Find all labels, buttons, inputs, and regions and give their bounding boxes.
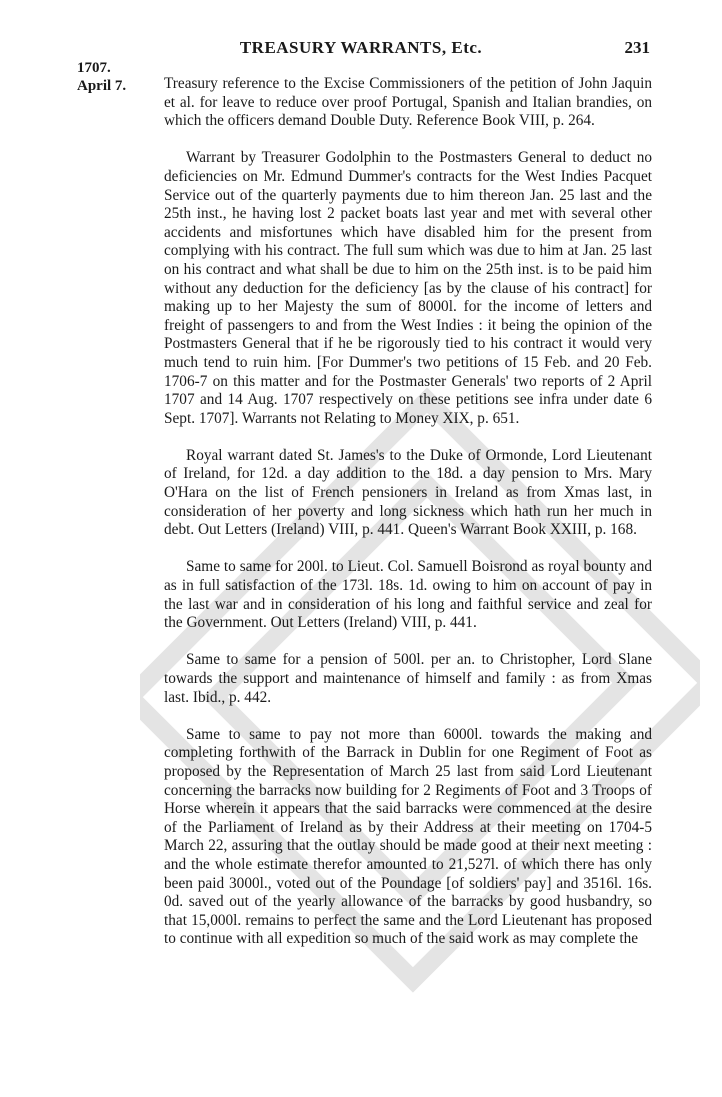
page-number: 231 bbox=[624, 38, 650, 57]
main-text bbox=[164, 75, 652, 968]
entry-ohara-pension: Royal warrant dated St. James's to the Duke of Ormonde, Lord Lieutenant of Ireland, for 12d. a day addition to the 18d. a day pension to Mrs. Mary O'Hara on the list of French pensioners in Ireland as from Xmas last, in consideration of her poverty and long sickness which hath run her much in debt. Out Letters (Ireland) VIII, p. 441. Queen's Warrant Book XXIII, p. 168. bbox=[164, 446, 652, 539]
entry-slane-pension: Same to same for a pension of 500l. per an. to Christopher, Lord Slane towards the support and maintenance of himself and family : as from Xmas last. Ibid., p. 442. bbox=[164, 651, 652, 706]
entry-boisrond-bounty: Same to same for 200l. to Lieut. Col. Samuell Boisrond as royal bounty and as in full satisfaction of the 173l. 18s. 1d. owing to him on account of pay in the last war and in consideration of his long and faithful service and zeal for the Government. Out Letters (Ireland) VIII, p. 441. bbox=[164, 558, 652, 632]
running-header bbox=[0, 30, 722, 60]
running-title: TREASURY WARRANTS, Etc. bbox=[239, 38, 483, 57]
margin-day: April 7. bbox=[77, 78, 127, 94]
entry-dummer-warrant: Warrant by Treasurer Godolphin to the Postmasters General to deduct no deficiencies on Mr. Edmund Dummer's contracts for the West Indies Pacquet Service out of the quarterly payments due to him thereon Jan. 25 last and the 25th inst., he having lost 2 packet boats last year and met with several other accidents and misfortunes which have disabled him for the present from complying with his contract. The full sum which was due to him at Jan. 25 last on his contract and what shall be due to him on the 25th inst. is to be paid him without any deduction for the deficiency [as by the clause of his contract] for making up to her Majesty the sum of 8000l. for the income of letters and freight of passengers to and from the West Indies : it being the opinion of the Postmasters General that if he be rigorously tied to his contract it would very much tend to ruin him. [For Dummer's two petitions of 15 Feb. and 20 Feb. 1706-7 on this matter and for the Postmaster Generals' two reports of 2 April 1707 and 14 Aug. 1707 respectively on these petitions see infra under date 6 Sept. 1707]. Warrants not Relating to Money XIX, p. 651. bbox=[164, 149, 652, 427]
entry-dublin-barrack: Same to same to pay not more than 6000l. towards the making and completing forthwith of the Barrack in Dublin for one Regiment of Foot as proposed by the Representation of March 25 last from said Lord Lieutenant concerning the barracks now building for 2 Regiments of Foot and 3 Troops of Horse wherein it appears that the said barracks were commenced at the desire of the Parliament of Ireland as by their Address at their meeting on 1704-5 March 22, assuring that the outlay should be made good at their next meeting : and the whole estimate therefor amounted to 21,527l. of which there has only been paid 3000l., voted out of the Poundage [of soldiers' pay] and 3516l. 16s. 0d. saved out of the yearly allowance of the barracks by good husbandry, so that 15,000l. remains to perfect the same and the Lord Lieutenant has proposed to continue with all expedition so much of the said work as may complete the bbox=[164, 725, 652, 948]
entry-excise-reference: Treasury reference to the Excise Commissioners of the petition of John Jaquin et al. for leave to reduce over proof Portugal, Spanish and Italian brandies, on which the officers demand Double Duty. Reference Book VIII, p. 264. bbox=[164, 75, 652, 130]
margin-date bbox=[77, 59, 126, 95]
margin-year: 1707. bbox=[77, 60, 111, 76]
